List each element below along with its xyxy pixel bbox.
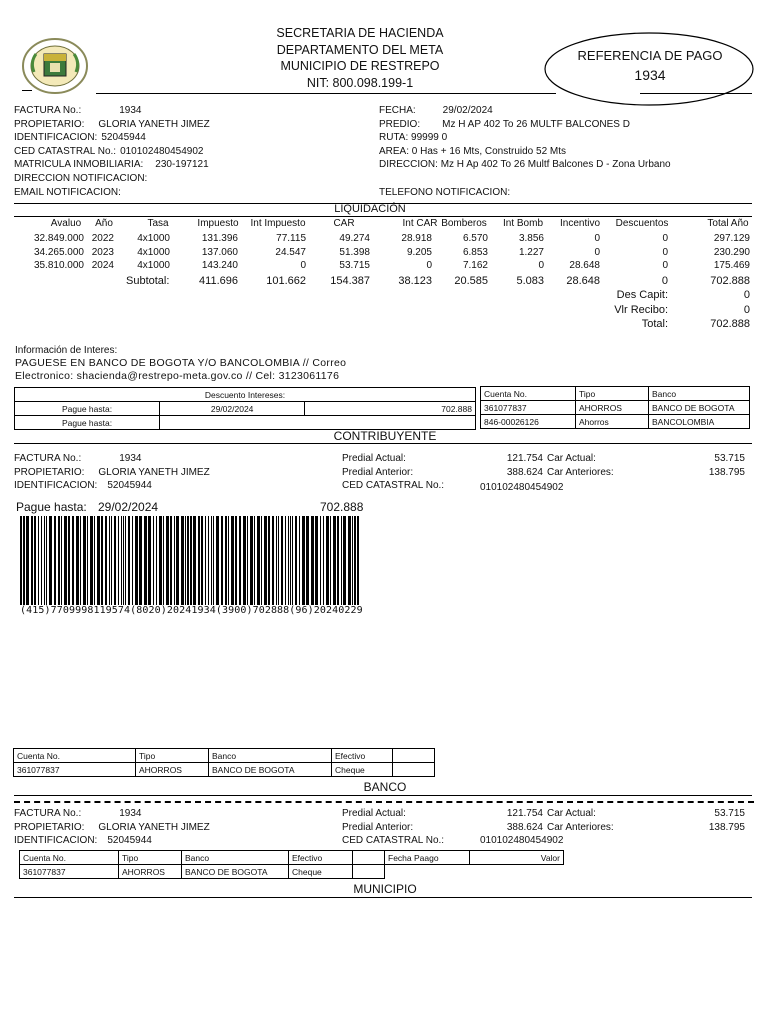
barcode-text: (415)7709998119574(8020)20241934(3900)702888(96)20240229 <box>20 605 363 616</box>
header-title-block <box>230 25 490 91</box>
contribuyente-predial-anterior-label: Predial Anterior: <box>342 466 414 478</box>
liq-header-6: Int CAR <box>402 218 438 229</box>
municipio-row-cuenta: 361077837 <box>20 865 119 879</box>
cuentas-row-1-cuenta: 361077837 <box>481 401 576 415</box>
pague-hasta-label-2: Pague hasta: <box>15 416 160 430</box>
liq-header-2: Tasa <box>147 218 169 229</box>
fecha-label: FECHA: <box>379 105 416 116</box>
predio-value: Mz H AP 402 To 26 MULTF BALCONES D <box>442 118 630 130</box>
liq-row-0-col-5: 49.274 <box>339 233 370 244</box>
liq-header-0: Avaluo <box>50 218 82 229</box>
banco-predial-anterior-label: Predial Anterior: <box>342 821 414 833</box>
contribuyente-car-anteriores-label: Car Anteriores: <box>547 466 614 478</box>
header-line-1: SECRETARIA DE HACIENDA <box>276 26 444 40</box>
banco-row-banco: BANCO DE BOGOTA <box>209 763 332 777</box>
matricula-label: MATRICULA INMOBILIARIA: <box>14 159 144 170</box>
contribuyente-mid <box>342 452 444 493</box>
municipio-row-tipo: AHORROS <box>119 865 182 879</box>
banco-header-banco: Banco <box>209 749 332 763</box>
contribuyente-factura-value: 1934 <box>119 453 142 464</box>
municipio-header-cuenta: Cuenta No. <box>20 851 119 865</box>
banco-mid-values <box>470 807 543 834</box>
banco-predial-anterior: 388.624 <box>506 821 543 833</box>
factura-value: 1934 <box>119 105 142 116</box>
info-block-right <box>379 104 671 200</box>
subtotal-value-6: 28.648 <box>566 275 600 287</box>
liq-row-1-col-1: 2023 <box>91 246 114 258</box>
contribuyente-predial-actual: 121.754 <box>506 453 543 464</box>
liq-row-1-col-4: 24.547 <box>275 246 306 258</box>
municipio-header-tipo: Tipo <box>119 851 182 865</box>
pague-hasta-table <box>14 387 476 430</box>
contribuyente-left <box>14 452 210 493</box>
subtotal-label: Subtotal: <box>126 275 170 287</box>
contribuyente-mid-values <box>470 452 543 479</box>
liq-row-0-col-11: 297.129 <box>713 233 750 244</box>
banco-row-tipo: AHORROS <box>136 763 209 777</box>
contribuyente-factura-label: FACTURA No.: <box>14 453 82 464</box>
liq-row-0-col-9: 0 <box>594 233 600 244</box>
liq-row-2-col-5: 53.715 <box>339 260 370 271</box>
liq-header-8: Int Bomb <box>502 218 544 229</box>
info-block-left <box>14 104 210 200</box>
contribuyente-ident-label: IDENTIFICACION: <box>14 480 98 491</box>
municipio-header-banco: Banco <box>182 851 289 865</box>
interes-title: Información de Interes: <box>15 345 118 356</box>
subtotal-value-5: 5.083 <box>516 275 544 287</box>
liq-row-2-col-8: 0 <box>538 260 544 271</box>
liq-row-1-col-7: 6.853 <box>462 246 488 258</box>
banco-car-anteriores: 138.795 <box>708 821 745 833</box>
des-capit-label: Des Capit: <box>616 289 668 301</box>
liquidacion-title: LIQUIDACIÓN <box>334 203 406 215</box>
direccion-label: DIRECCION: <box>379 159 438 170</box>
municipio-row-banco: BANCO DE BOGOTA <box>182 865 289 879</box>
banco-header-cuenta: Cuenta No. <box>14 749 136 763</box>
contribuyente-pague-hasta-label: Pague hasta: <box>16 500 87 514</box>
subtotal-value-0: 411.696 <box>199 275 238 287</box>
contribuyente-car-actual: 53.715 <box>714 453 745 464</box>
banco-info-mid <box>342 807 444 848</box>
vlr-recibo-value: 0 <box>743 304 750 316</box>
interes-line-2: Electronico: shacienda@restrepo-meta.gov.co // Cel: 3123061176 <box>15 370 340 382</box>
banco-cedcat: 010102480454902 <box>480 835 564 846</box>
banco-predial-actual: 121.754 <box>506 808 543 819</box>
liq-row-0-col-2: 4x1000 <box>137 233 170 244</box>
contribuyente-cedcat-label: CED CATASTRAL No.: <box>342 480 445 491</box>
liq-header-7: Bomberos <box>441 218 487 229</box>
liq-row-1-col-6: 9.205 <box>406 246 432 258</box>
contribuyente-valor: 702.888 <box>320 500 364 514</box>
pague-hasta-fecha: 29/02/2024 <box>160 402 305 416</box>
liq-row-0-col-0: 32.849.000 <box>33 233 84 244</box>
municipio-title: MUNICIPIO <box>353 882 417 896</box>
area-label: AREA: <box>379 145 410 157</box>
cuentas-row-2-banco: BANCOLOMBIA <box>649 415 750 429</box>
contribuyente-propietario-label: PROPIETARIO: <box>14 466 85 478</box>
cuentas-table <box>480 386 750 429</box>
liq-row-0-col-7: 6.570 <box>462 233 488 244</box>
propietario-label: PROPIETARIO: <box>14 118 85 130</box>
liq-row-0-col-4: 77.115 <box>276 233 306 244</box>
direccion-value: Mz H Ap 402 To 26 Multf Balcones D - Zona Urbano <box>440 159 671 170</box>
header-line-2: DEPARTAMENTO DEL META <box>276 42 444 57</box>
total-label: Total: <box>641 318 668 330</box>
liq-row-1-col-0: 34.265.000 <box>33 246 84 258</box>
cuentas-row-1-banco: BANCO DE BOGOTA <box>649 401 750 415</box>
interes-line-1: PAGUESE EN BANCO DE BOGOTA Y/O BANCOLOMBIA // Correo <box>15 357 347 369</box>
liq-header-4: Int Impuesto <box>250 218 306 229</box>
liq-header-5: CAR <box>333 218 355 229</box>
liq-row-1-col-10: 0 <box>662 246 668 258</box>
banco-ident-label: IDENTIFICACION: <box>14 835 98 846</box>
contribuyente-car-actual-label: Car Actual: <box>547 453 596 464</box>
identificacion-label: IDENTIFICACION: <box>14 132 98 143</box>
contribuyente-car-values <box>680 452 745 479</box>
reference-value: 1934 <box>634 67 666 83</box>
liq-row-0-col-8: 3.856 <box>518 233 544 244</box>
predio-label: PREDIO: <box>379 118 421 130</box>
propietario-value: GLORIA YANETH JIMEZ <box>98 118 210 130</box>
banco-propietario-value: GLORIA YANETH JIMEZ <box>98 821 210 833</box>
banco-car-actual: 53.715 <box>714 808 745 819</box>
liq-row-1-col-5: 51.398 <box>339 246 370 258</box>
banco-factura-label: FACTURA No.: <box>14 808 82 819</box>
liq-row-2-col-7: 7.162 <box>462 260 488 271</box>
banco-info-left <box>14 807 210 848</box>
contribuyente-cedcat: 010102480454902 <box>480 482 564 493</box>
liq-header-3: Impuesto <box>197 218 239 229</box>
direccion-notificacion-label: DIRECCION NOTIFICACION: <box>14 172 148 184</box>
municipio-row-efectivo: Cheque <box>289 865 353 879</box>
banco-car-values <box>680 807 745 834</box>
cuentas-header-tipo: Tipo <box>576 387 649 401</box>
liq-row-0-col-10: 0 <box>662 233 668 244</box>
banco-header-efectivo: Efectivo <box>332 749 393 763</box>
liq-row-2-col-10: 0 <box>662 260 668 271</box>
liq-row-0-col-6: 28.918 <box>401 233 432 244</box>
identificacion-value: 52045944 <box>101 132 146 143</box>
contribuyente-predial-anterior: 388.624 <box>506 466 543 478</box>
cuentas-header-banco: Banco <box>649 387 750 401</box>
liq-row-2-col-1: 2024 <box>91 260 114 271</box>
email-notificacion-label: EMAIL NOTIFICACION: <box>14 187 121 198</box>
liq-row-2-col-9: 28.648 <box>569 260 600 271</box>
liq-row-2-col-0: 35.810.000 <box>33 260 84 271</box>
total-value: 702.888 <box>710 318 750 330</box>
ruta-label: RUTA: <box>379 132 409 143</box>
subtotal-value-4: 20.585 <box>454 275 488 287</box>
contribuyente-propietario-value: GLORIA YANETH JIMEZ <box>98 466 210 478</box>
liq-header-9: Incentivo <box>559 218 601 229</box>
municipal-seal-icon <box>20 36 90 96</box>
des-capit-value: 0 <box>743 289 750 301</box>
matricula-value: 230-197121 <box>155 159 209 170</box>
ced-catastral-label: CED CATASTRAL No.: <box>14 145 117 157</box>
banco-car-labels <box>547 807 614 834</box>
liq-row-1-col-3: 137.060 <box>201 246 238 258</box>
liq-row-2-col-3: 143.240 <box>201 260 238 271</box>
subtotal-value-3: 38.123 <box>398 275 432 287</box>
municipio-header-fecha: Fecha Paago <box>385 851 470 865</box>
banco-car-anteriores-label: Car Anteriores: <box>547 821 614 833</box>
reference-label: REFERENCIA DE PAGO <box>577 48 723 63</box>
banco-header-tipo: Tipo <box>136 749 209 763</box>
contribuyente-car-anteriores: 138.795 <box>708 466 745 478</box>
contribuyente-title: CONTRIBUYENTE <box>333 429 437 443</box>
barcode-image <box>20 516 360 605</box>
fecha-value: 29/02/2024 <box>442 105 493 116</box>
pague-hasta-valor: 702.888 <box>305 402 476 416</box>
liq-row-0-col-1: 2022 <box>91 233 114 244</box>
banco-row-efectivo: Cheque <box>332 763 393 777</box>
banco-predial-actual-label: Predial Actual: <box>342 808 406 819</box>
ced-catastral-value: 010102480454902 <box>120 145 204 157</box>
cuentas-row-2-tipo: Ahorros <box>576 415 649 429</box>
banco-table <box>13 748 435 777</box>
liq-row-1-col-8: 1.227 <box>518 246 544 258</box>
banco-factura-value: 1934 <box>119 808 142 819</box>
liq-header-11: Total Año <box>707 218 749 229</box>
liq-header-1: Año <box>95 218 113 229</box>
liq-row-2-col-4: 0 <box>300 260 306 271</box>
banco-cedcat-label: CED CATASTRAL No.: <box>342 835 445 846</box>
liq-row-0-col-3: 131.396 <box>201 233 238 244</box>
descuento-intereses-label: Descuento Intereses: <box>15 388 476 402</box>
liq-row-2-col-6: 0 <box>426 260 432 271</box>
liq-row-2-col-2: 4x1000 <box>137 260 170 271</box>
liq-row-1-col-2: 4x1000 <box>137 246 170 258</box>
ruta-value: 99999 0 <box>411 132 448 143</box>
header-line-4: NIT: 800.098.199-1 <box>306 75 414 90</box>
municipio-header-valor: Valor <box>470 851 564 865</box>
subtotal-value-7: 0 <box>661 275 668 287</box>
pague-hasta-label: Pague hasta: <box>15 402 160 416</box>
contribuyente-predial-actual-label: Predial Actual: <box>342 453 406 464</box>
contribuyente-pague-hasta-fecha: 29/02/2024 <box>98 500 159 514</box>
area-value: 0 Has + 16 Mts, Construido 52 Mts <box>411 145 567 157</box>
subtotal-value-8: 702.888 <box>710 275 750 287</box>
municipio-table <box>19 850 564 879</box>
cuentas-row-2-cuenta: 846-00026126 <box>481 415 576 429</box>
contribuyente-ident-value: 52045944 <box>107 480 152 491</box>
liq-row-1-col-9: 0 <box>594 246 600 258</box>
liq-row-1-col-11: 230.290 <box>713 246 750 258</box>
banco-row-cuenta: 361077837 <box>14 763 136 777</box>
telefono-notificacion-label: TELEFONO NOTIFICACION: <box>379 187 511 198</box>
contribuyente-car-labels <box>547 452 614 479</box>
banco-car-actual-label: Car Actual: <box>547 808 596 819</box>
municipio-header-efectivo: Efectivo <box>289 851 353 865</box>
subtotal-value-1: 101.662 <box>266 275 306 287</box>
vlr-recibo-label: Vlr Recibo: <box>614 304 668 316</box>
liq-header-10: Descuentos <box>615 218 669 229</box>
cuentas-row-1-tipo: AHORROS <box>576 401 649 415</box>
cuentas-header-cuenta: Cuenta No. <box>481 387 576 401</box>
factura-label: FACTURA No.: <box>14 105 82 116</box>
banco-propietario-label: PROPIETARIO: <box>14 821 85 833</box>
liq-row-2-col-11: 175.469 <box>713 260 750 271</box>
banco-title: BANCO <box>363 780 407 794</box>
subtotal-value-2: 154.387 <box>330 275 370 287</box>
header-line-3: MUNICIPIO DE RESTREPO <box>280 59 440 73</box>
banco-ident-value: 52045944 <box>107 835 152 846</box>
